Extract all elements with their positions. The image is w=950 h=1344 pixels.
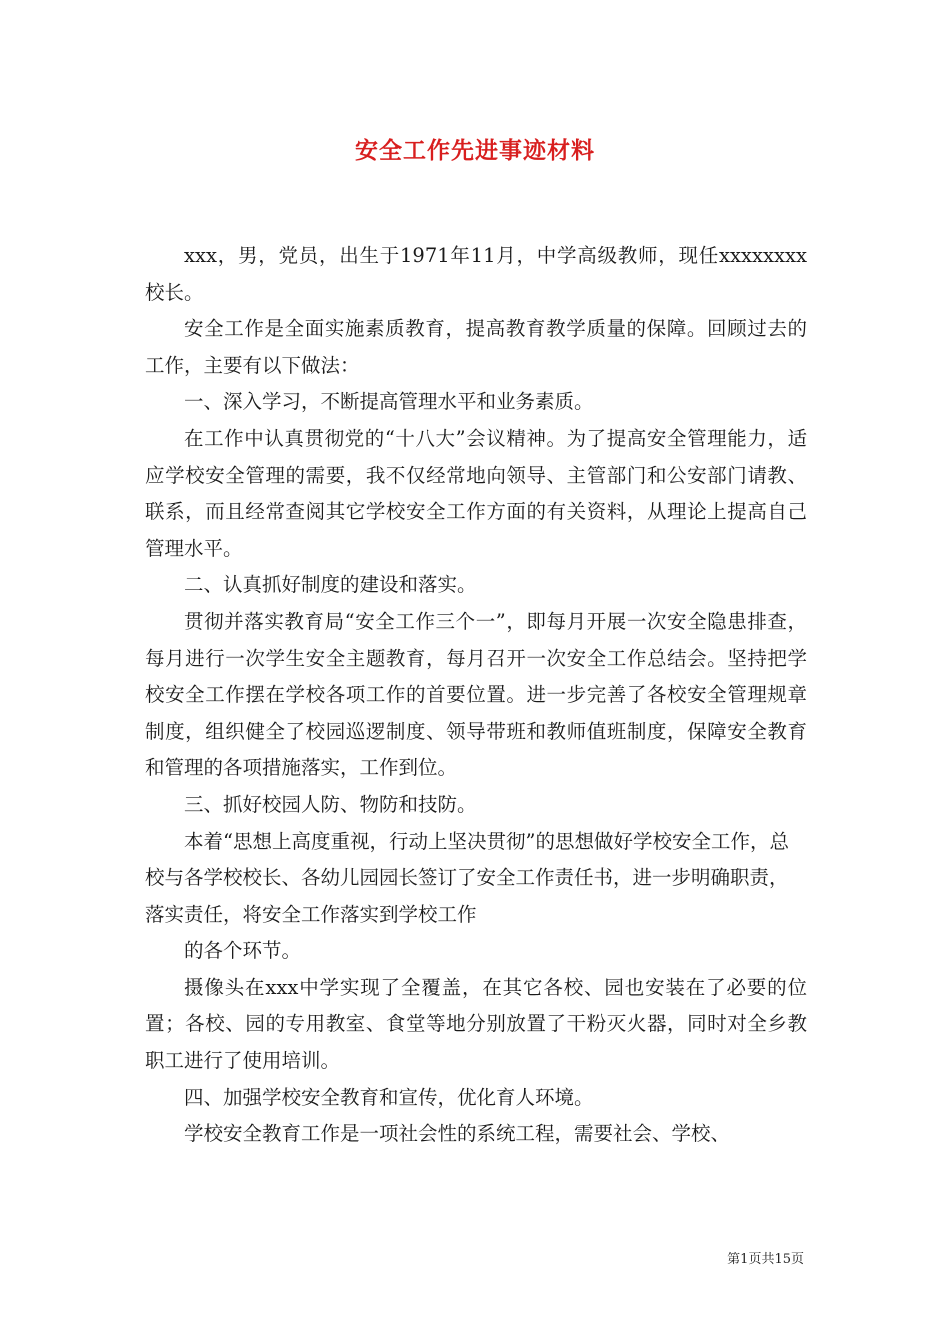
section-heading-1: 一、深入学习，不断提高管理水平和业务素质。	[184, 390, 594, 414]
paragraph-system: 贯彻并落实教育局“安全工作三个一”，即每月开展一次安全隐患排查，每月进行一次学生安全主题教育，每月召开一次安全工作总结会。坚持把学校安全工作摆在学校各项工作的首要位置。进一步完善了各校安全管理规章制度，组织健全了校园巡逻制度、领导带班和教师值班制度，保障安全教育和管理的各项措施落实，工作到位。	[145, 609, 807, 780]
document-title: 安全工作先进事迹材料	[355, 137, 595, 164]
paragraph-responsibility: 本着“思想上高度重视，行动上坚决贯彻”的思想做好学校安全工作，总校与各学校校长、各幼儿园园长签订了安全工作责任书，进一步明确职责，落实责任，将安全工作落实到学校工作	[145, 829, 789, 926]
paragraph-education: 学校安全教育工作是一项社会性的系统工程，需要社会、学校、	[184, 1122, 731, 1146]
paragraph-cameras: 摄像头在xxx中学实现了全覆盖，在其它各校、园也安装在了必要的位置；各校、园的专用教室、食堂等地分别放置了干粉灭火器，同时对全乡教职工进行了使用培训。	[145, 975, 807, 1073]
paragraph-intro: xxx，男，党员，出生于1971年11月，中学高级教师，现任xxxxxxxx校长。	[145, 244, 807, 304]
section-heading-4: 四、加强学校安全教育和宣传，优化育人环境。	[184, 1085, 594, 1109]
document-body	[145, 238, 807, 1153]
paragraph-overview: 安全工作是全面实施素质教育，提高教育教学质量的保障。回顾过去的工作，主要有以下做法：	[145, 317, 807, 377]
paragraph-continuation: 的各个环节。	[184, 939, 302, 963]
section-heading-3: 三、抓好校园人防、物防和技防。	[184, 792, 477, 816]
section-heading-2: 二、认真抓好制度的建设和落实。	[184, 573, 477, 597]
page-number: 第1页共15页	[727, 1252, 804, 1267]
paragraph-study: 在工作中认真贯彻党的“十八大”会议精神。为了提高安全管理能力，适应学校安全管理的需要，我不仅经常地向领导、主管部门和公安部门请教、联系，而且经常查阅其它学校安全工作方面的有关资料，从理论上提高自己管理水平。	[145, 426, 807, 560]
